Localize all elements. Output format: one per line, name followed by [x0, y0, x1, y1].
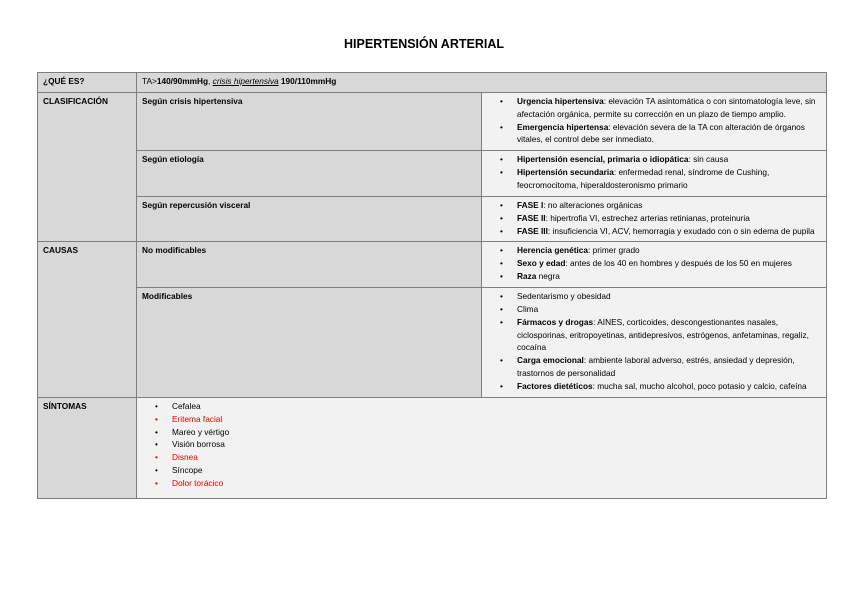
list-item: • Herencia genética: primer grado [517, 244, 821, 257]
list-item: • Sexo y edad: antes de los 40 en hombres y después de los 50 en mujeres [517, 257, 821, 270]
list-item: • FASE I: no alteraciones orgánicas [517, 199, 821, 212]
list-item: • Clima [517, 303, 821, 316]
list-item: • Mareo y vértigo [172, 426, 821, 439]
list-item: • Dolor torácico [172, 477, 821, 490]
list-item: • Carga emocional: ambiente laboral adverso, estrés, ansiedad y depresión, trastornos de personalidad [517, 354, 821, 380]
row-sintomas [38, 397, 827, 498]
causas-label: CAUSAS [38, 242, 137, 397]
crisis-label: Según crisis hipertensiva [137, 92, 482, 150]
list-item: • Hipertensión secundaria: enfermedad renal, síndrome de Cushing, feocromocitoma, hiperaldosteronismo primario [517, 166, 821, 192]
crisis-link: crisis hipertensiva [212, 76, 279, 86]
list-item: • Raza negra [517, 270, 821, 283]
list-item: • Visión borrosa [172, 438, 821, 451]
row-clasificacion-visceral [38, 196, 827, 242]
crisis-list [487, 95, 821, 146]
list-item: • Emergencia hipertensa: elevación severa de la TA con alteración de órganos vitales, el control debe ser inmediato. [517, 121, 821, 147]
hypertension-table [37, 72, 827, 499]
etiologia-label: Según etiología [137, 151, 482, 197]
visceral-list [487, 199, 821, 238]
def-part1-bold: 140/90mmHg [156, 76, 209, 86]
page-title: HIPERTENSIÓN ARTERIAL [344, 37, 504, 51]
list-item: • Síncope [172, 464, 821, 477]
etiologia-list [487, 153, 821, 192]
row-clasificacion-etiologia [38, 151, 827, 197]
etiologia-content [482, 151, 827, 197]
list-item: • Hipertensión esencial, primaria o idiopática: sin causa [517, 153, 821, 166]
mod-list [487, 290, 821, 393]
sintomas-list [142, 400, 821, 490]
que-es-definition [137, 73, 827, 93]
row-que-es [38, 73, 827, 93]
def-part2: , [208, 76, 213, 86]
list-item: • FASE III: insuficiencia VI, ACV, hemorragia y exudado con o sin edema de pupila [517, 225, 821, 238]
row-causas-no-mod [38, 242, 827, 288]
list-item: • Urgencia hipertensiva: elevación TA asintomática o con sintomatología leve, sin afectación orgánica, permite su corrección en un plazo de tiempo amplio. [517, 95, 821, 121]
no-mod-content [482, 242, 827, 288]
list-item: • Factores dietéticos: mucha sal, mucho alcohol, poco potasio y calcio, cafeína [517, 380, 821, 393]
list-item: • Eritema facial [172, 413, 821, 426]
no-mod-label: No modificables [137, 242, 482, 288]
list-item: • Fármacos y drogas: AINES, corticoides, descongestionantes nasales, ciclosporinas, eritropoyetinas, antidepresivos, estrógenos, anfetaminas, regaliz, cocaína [517, 316, 821, 355]
que-es-label: ¿QUÉ ES? [38, 73, 137, 93]
sintomas-content [137, 397, 827, 498]
sintomas-label: SÍNTOMAS [38, 397, 137, 498]
visceral-content [482, 196, 827, 242]
def-part3-bold: 190/110mmHg [278, 76, 337, 86]
def-part1: TA> [142, 76, 157, 86]
list-item: • FASE II: hipertrofia VI, estrechez arterias retinianas, proteinuria [517, 212, 821, 225]
list-item: • Disnea [172, 451, 821, 464]
list-item: • Cefalea [172, 400, 821, 413]
row-causas-mod [38, 288, 827, 398]
mod-content [482, 288, 827, 398]
row-clasificacion-crisis [38, 92, 827, 150]
no-mod-list [487, 244, 821, 283]
list-item: • Sedentarismo y obesidad [517, 290, 821, 303]
visceral-label: Según repercusión visceral [137, 196, 482, 242]
clasificacion-label: CLASIFICACIÓN [38, 92, 137, 242]
mod-label: Modificables [137, 288, 482, 398]
crisis-content [482, 92, 827, 150]
